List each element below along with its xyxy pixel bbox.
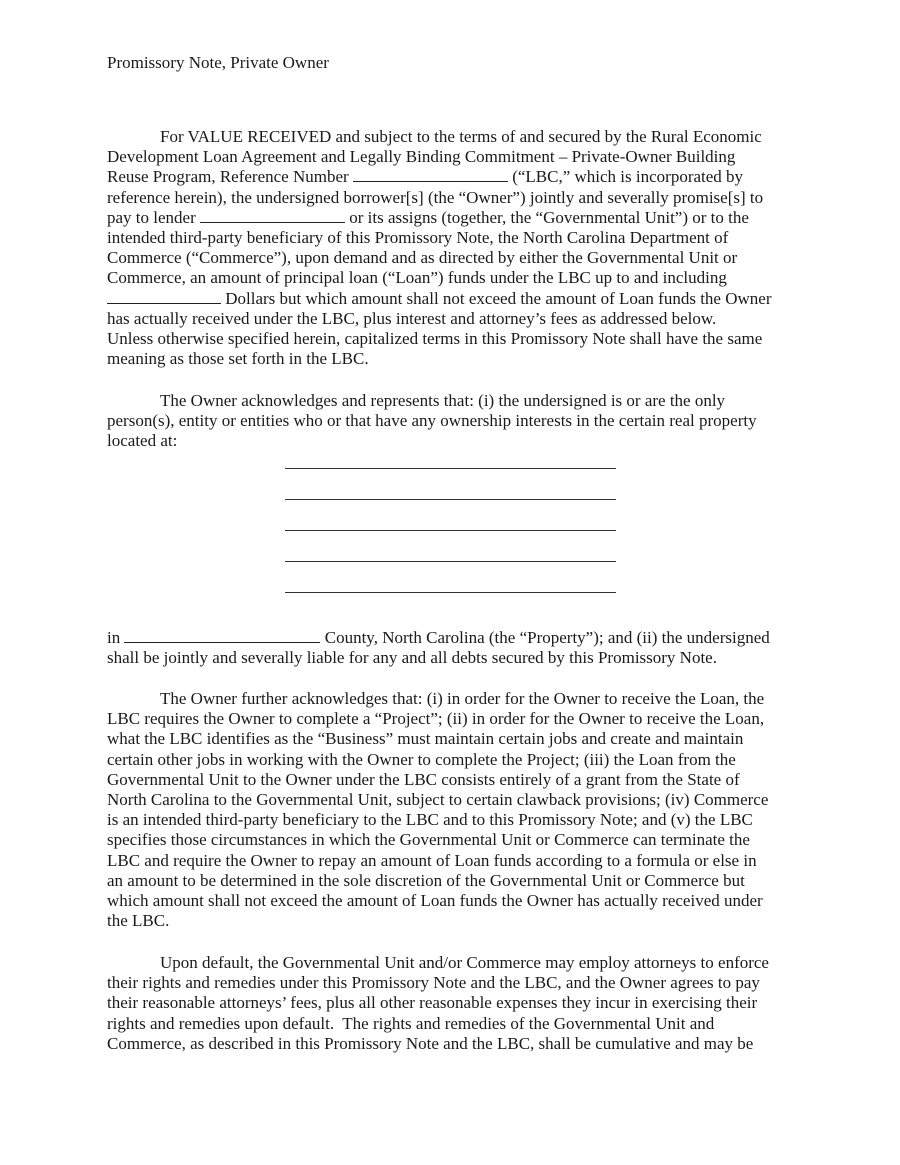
text-line: meaning as those set forth in the LBC. bbox=[107, 349, 369, 369]
text-line: LBC requires the Owner to complete a “Project”; (ii) in order for the Owner to receive the Loan, bbox=[107, 709, 765, 729]
paragraph-upon-default bbox=[107, 953, 807, 1054]
text-line: located at: bbox=[107, 431, 178, 451]
text-line: reference herein), the undersigned borrower[s] (the “Owner”) jointly and severally promise[s] to bbox=[107, 187, 764, 207]
text-line: specifies those circumstances in which the Governmental Unit or Commerce can terminate the bbox=[107, 830, 750, 850]
text-line bbox=[107, 628, 807, 648]
text-line: an amount to be determined in the sole discretion of the Governmental Unit or Commerce but bbox=[107, 870, 745, 890]
text-line: North Carolina to the Governmental Unit, subject to certain clawback provisions; (iv) Commerce bbox=[107, 789, 769, 809]
text-line: is an intended third-party beneficiary to the LBC and to this Promissory Note; and (v) the LBC bbox=[107, 810, 753, 830]
paragraph-owner-acknowledges bbox=[107, 391, 807, 452]
text-line bbox=[107, 167, 807, 187]
text-segment: County, North Carolina (the “Property”); and (ii) the undersigned bbox=[320, 628, 770, 647]
text-line bbox=[107, 208, 807, 228]
text-line: Development Loan Agreement and Legally Binding Commitment – Private-Owner Building bbox=[107, 147, 736, 167]
address-line-blank[interactable] bbox=[285, 499, 616, 500]
paragraph-value-received bbox=[107, 127, 807, 369]
lender-name-blank[interactable] bbox=[200, 208, 345, 223]
text-line: Upon default, the Governmental Unit and/or Commerce may employ attorneys to enforce bbox=[160, 953, 769, 972]
text-line: Unless otherwise specified herein, capitalized terms in this Promissory Note shall have the same bbox=[107, 328, 763, 348]
text-line: their reasonable attorneys’ fees, plus all other reasonable expenses they incur in exercising their bbox=[107, 993, 758, 1013]
text-line: shall be jointly and severally liable for any and all debts secured by this Promissory Note. bbox=[107, 648, 717, 668]
address-line-blank[interactable] bbox=[285, 468, 616, 469]
text-line: what the LBC identifies as the “Business” must maintain certain jobs and create and maintain bbox=[107, 729, 744, 749]
text-line: Commerce (“Commerce”), upon demand and as directed by either the Governmental Unit or bbox=[107, 248, 738, 268]
text-line: For VALUE RECEIVED and subject to the terms of and secured by the Rural Economic bbox=[160, 127, 762, 146]
text-line: which amount shall not exceed the amount of Loan funds the Owner has actually received under bbox=[107, 890, 763, 910]
property-address-lines bbox=[285, 468, 616, 623]
text-segment: in bbox=[107, 628, 125, 647]
text-line: has actually received under the LBC, plus interest and attorney’s fees as addressed below. bbox=[107, 308, 717, 328]
document-title: Promissory Note, Private Owner bbox=[107, 53, 329, 72]
paragraph-county bbox=[107, 628, 807, 668]
text-line: Commerce, an amount of principal loan (“Loan”) funds under the LBC up to and including bbox=[107, 268, 727, 288]
text-line: LBC and require the Owner to repay an amount of Loan funds according to a formula or else in bbox=[107, 850, 757, 870]
text-line: Commerce, as described in this Promissory Note and the LBC, shall be cumulative and may be bbox=[107, 1033, 754, 1053]
text-line: rights and remedies upon default. The rights and remedies of the Governmental Unit and bbox=[107, 1013, 715, 1033]
text-segment: Dollars but which amount shall not exceed the amount of Loan funds the Owner bbox=[221, 288, 772, 308]
loan-amount-blank[interactable] bbox=[107, 289, 221, 304]
reference-number-blank[interactable] bbox=[353, 167, 508, 182]
county-blank[interactable] bbox=[124, 628, 320, 643]
text-line: Governmental Unit to the Owner under the LBC consists entirely of a grant from the State of bbox=[107, 769, 740, 789]
address-line-blank[interactable] bbox=[285, 530, 616, 531]
text-segment: pay to lender bbox=[107, 207, 200, 227]
text-segment: or its assigns (together, the “Governmental Unit”) or to the bbox=[345, 207, 749, 227]
text-segment: (“LBC,” which is incorporated by bbox=[507, 167, 744, 187]
address-line-blank[interactable] bbox=[285, 561, 616, 562]
address-line-blank[interactable] bbox=[285, 592, 616, 593]
text-line: The Owner further acknowledges that: (i) in order for the Owner to receive the Loan, the bbox=[160, 689, 765, 708]
text-line: their rights and remedies under this Promissory Note and the LBC, and the Owner agrees to pay bbox=[107, 973, 760, 993]
text-line: person(s), entity or entities who or that have any ownership interests in the certain real property bbox=[107, 411, 757, 431]
text-line: intended third-party beneficiary of this Promissory Note, the North Carolina Department of bbox=[107, 227, 729, 247]
paragraph-further-acknowledges bbox=[107, 689, 807, 931]
text-line bbox=[107, 289, 807, 309]
text-line: certain other jobs in working with the Owner to complete the Project; (iii) the Loan from the bbox=[107, 749, 736, 769]
text-segment: Reuse Program, Reference Number bbox=[107, 167, 353, 187]
text-line: The Owner acknowledges and represents that: (i) the undersigned is or are the only bbox=[160, 391, 726, 410]
text-line: the LBC. bbox=[107, 911, 170, 931]
